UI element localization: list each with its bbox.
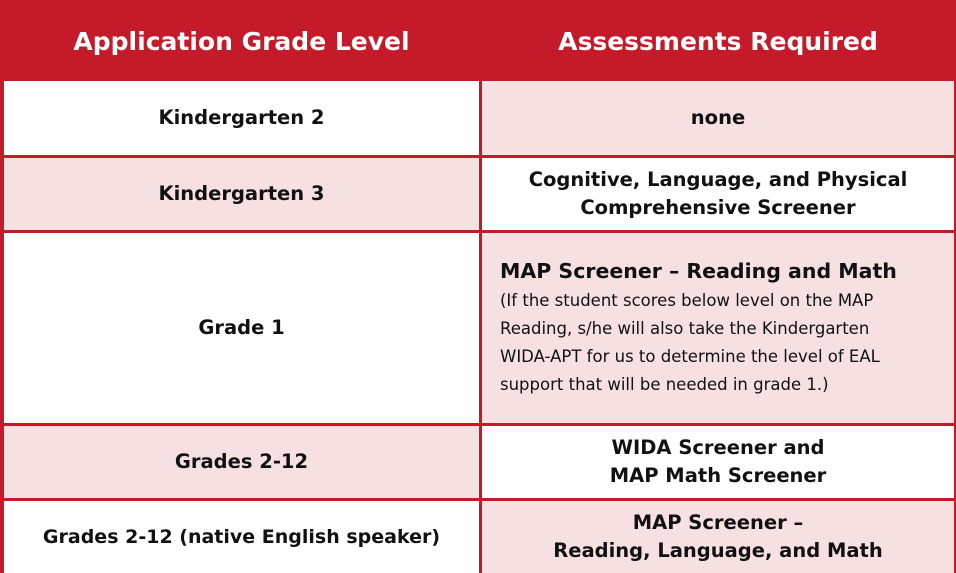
grade-cell-grade1: Grade 1 — [4, 233, 479, 423]
assessment-line: MAP Screener – Reading and Math — [500, 259, 897, 283]
assessment-line: MAP Screener – — [632, 511, 804, 534]
assessment-cell-k3 — [482, 158, 954, 230]
grade-cell-k3: Kindergarten 3 — [4, 158, 479, 230]
assessment-note — [500, 287, 880, 399]
assessment-line: WIDA Screener and — [611, 436, 825, 459]
grade-cell-k2: Kindergarten 2 — [4, 81, 479, 155]
assessment-line: none — [690, 106, 746, 129]
note-line: support that will be needed in grade 1.) — [500, 375, 829, 394]
assessment-cell-grade1 — [482, 233, 954, 423]
assessment-line: Cognitive, Language, and Physical — [528, 168, 908, 191]
note-line: Reading, s/he will also take the Kindergarten — [500, 319, 870, 338]
note-line: (If the student scores below level on the MAP — [500, 291, 874, 310]
note-line: WIDA-APT for us to determine the level of EAL — [500, 347, 880, 366]
assessment-line: MAP Math Screener — [609, 464, 827, 487]
assessment-line: Reading, Language, and Math — [553, 539, 883, 562]
assessment-cell-k2 — [482, 81, 954, 155]
assessment-line: Comprehensive Screener — [580, 196, 856, 219]
grade-cell-grades2-12: Grades 2-12 — [4, 426, 479, 498]
assessment-cell-native-english — [482, 501, 954, 573]
header-assessments: Assessments Required — [482, 4, 954, 78]
assessment-cell-grades2-12 — [482, 426, 954, 498]
header-grade-level: Application Grade Level — [4, 4, 479, 78]
grade-cell-native-english: Grades 2-12 (native English speaker) — [4, 501, 479, 573]
